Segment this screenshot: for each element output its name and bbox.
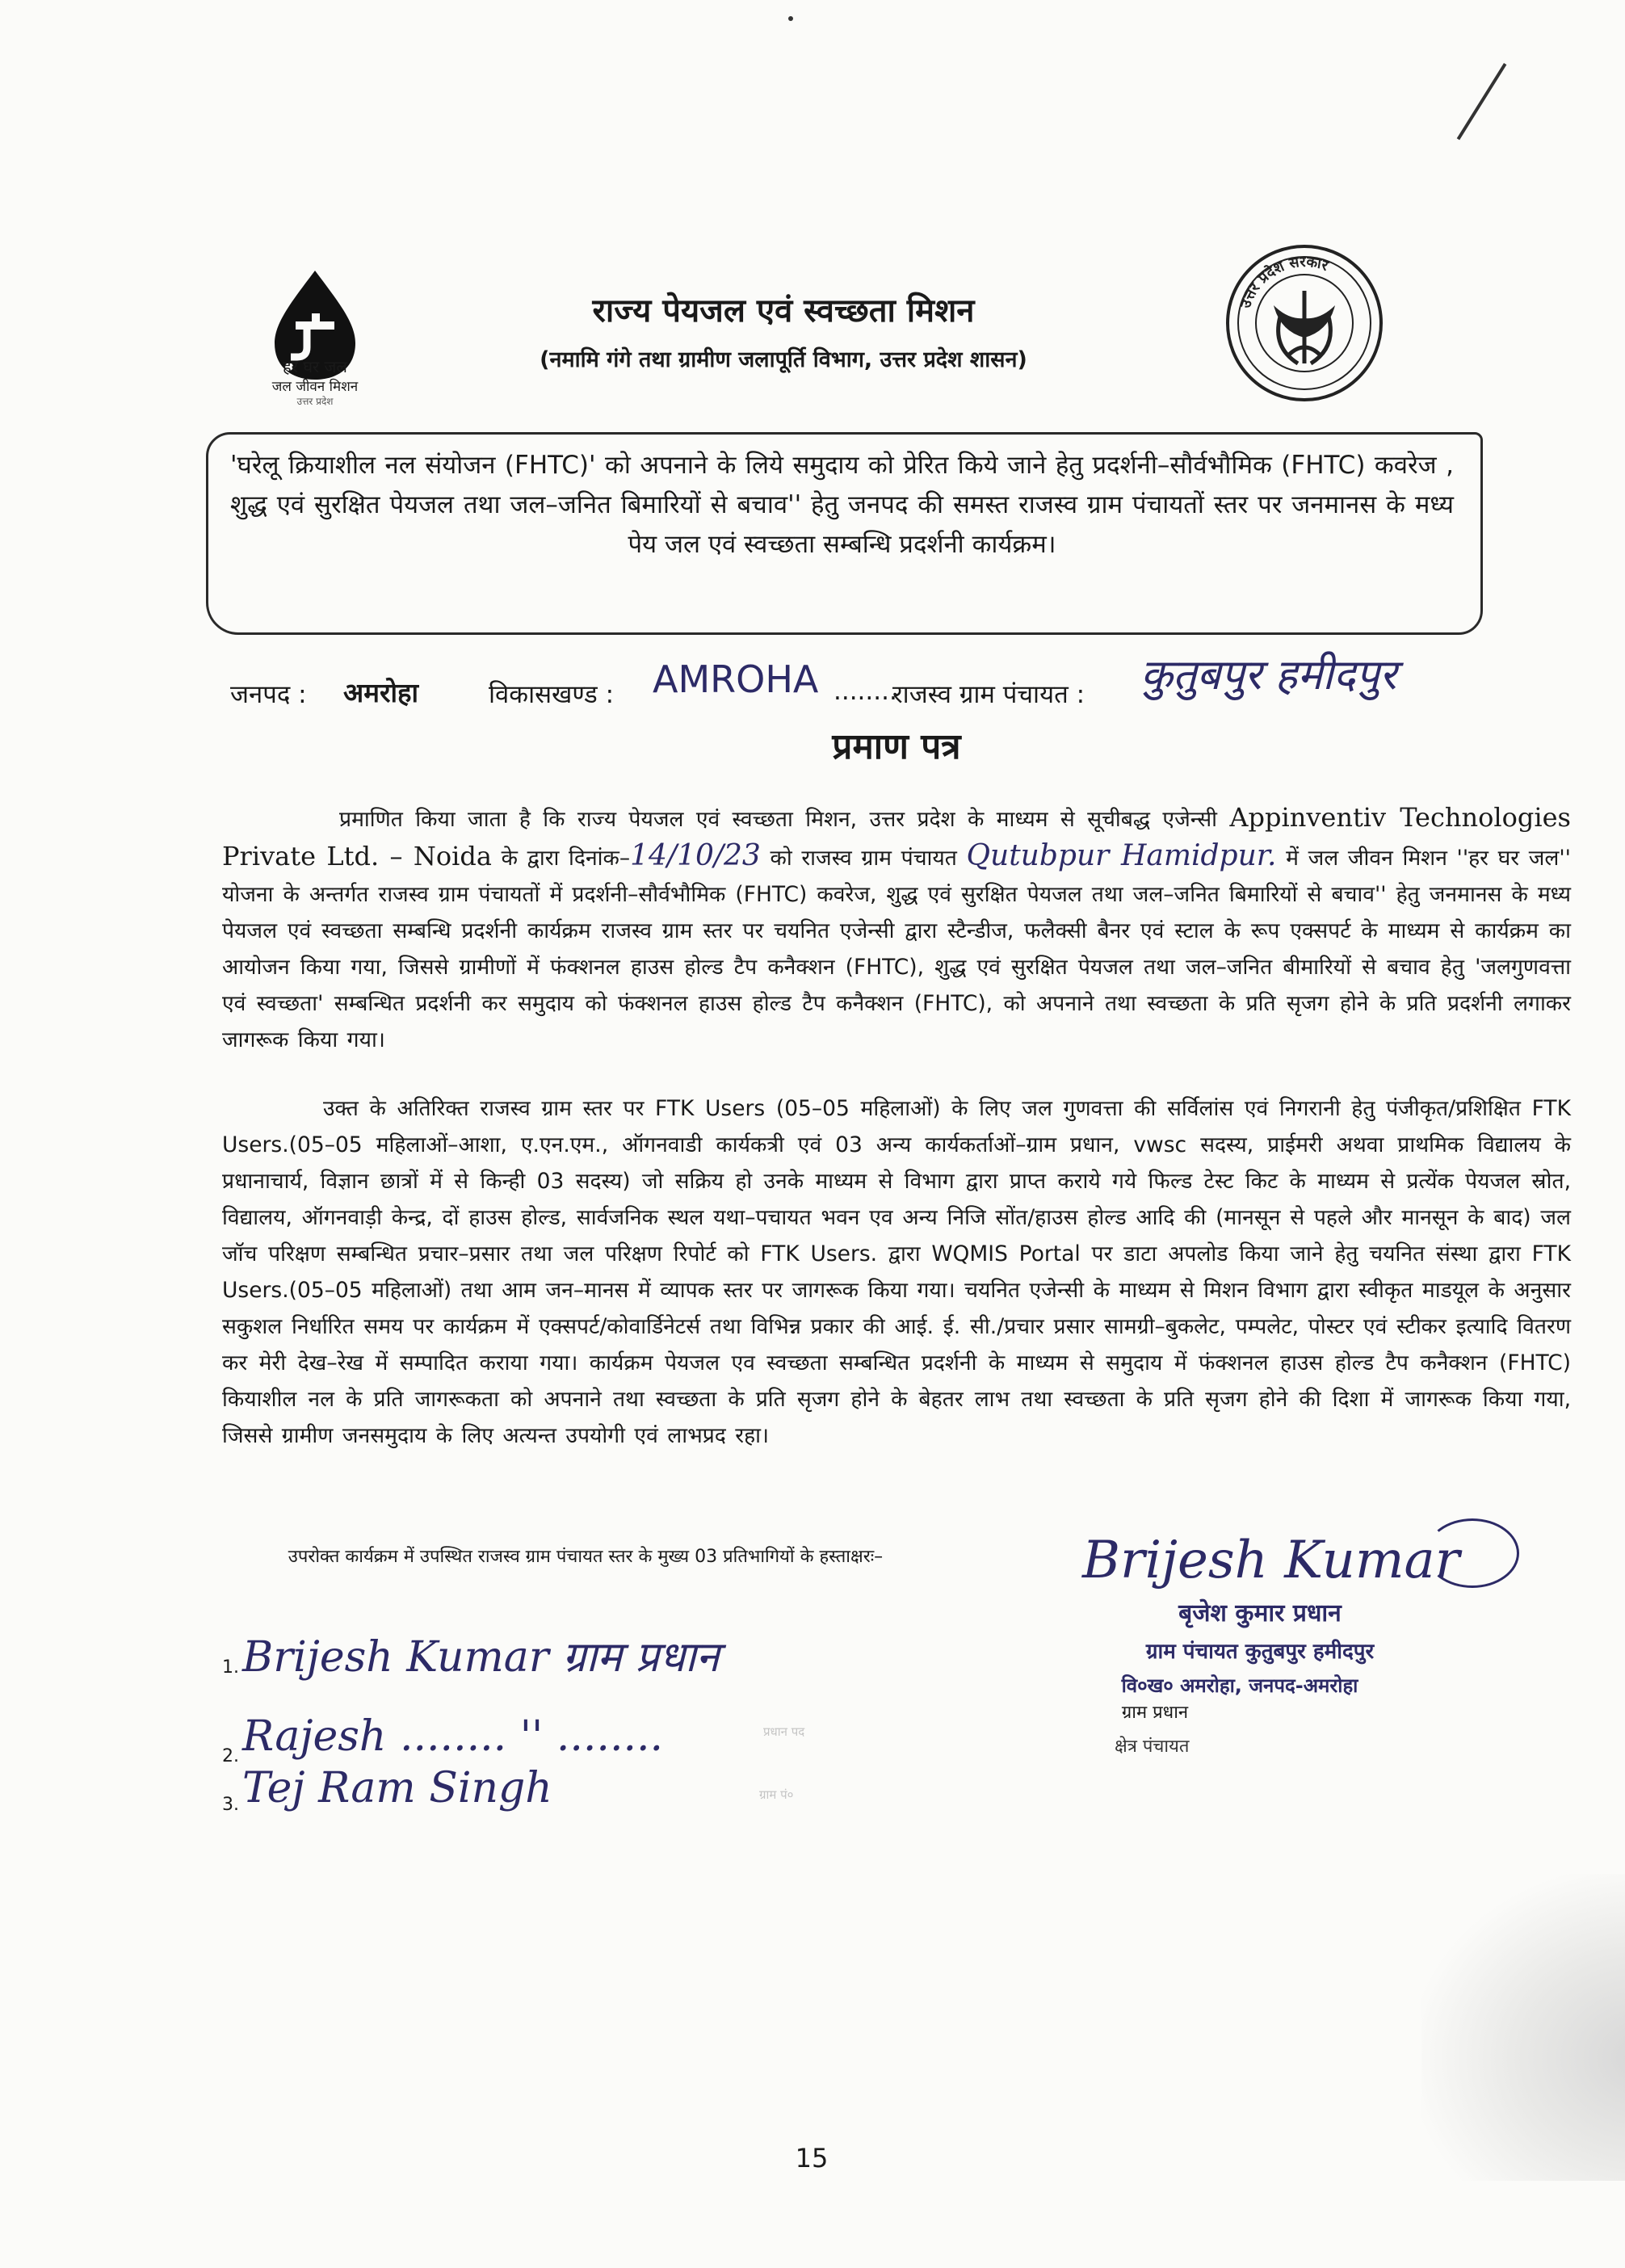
faint-stamp-text: प्रधान पद — [763, 1724, 805, 1739]
block-label: विकासखण्ड : — [489, 680, 615, 709]
pradhan-print-designation: ग्राम प्रधान — [1121, 1703, 1189, 1723]
gram-panchayat-value-handwritten: कुतुबपुर हमीदपुर — [1140, 651, 1397, 699]
seal-text: उत्तर प्रदेश सरकार — [1237, 253, 1331, 311]
para1-date-label: के द्वारा दिनांक– — [501, 846, 631, 871]
gram-panchayat-label: राजस्व ग्राम पंचायत : — [892, 680, 1085, 709]
pradhan-print-area: क्षेत्र पंचायत — [1115, 1737, 1190, 1757]
certificate-paragraph-2: उक्त के अतिरिक्त राजस्व ग्राम स्तर पर FTK Users (05–05 महिलाओं) के लिए जल गुणवत्ता की सर्विलांस एवं निगरानी हेतु पंजीकृत/प्रशिक्षित FTK Users.(05–05 महिलाओं–आशा, ए.एन.एम., ऑगनवाडी कार्यकत्री एवं 03 अन्य कार्यकर्ताओं–ग्राम प्रधान, vwsc सदस्य, प्राईमरी अथवा प्राथमिक विद्यालय के प्रधानाचार्य, विज्ञान छात्रों में से किन्ही 03 सदस्य) जो सक्रिय हो उनके माध्यम से विभाग द्वारा प्राप्त कराये गये फिल्ड टेस्ट किट के माध्यम से प्रत्येंक पेयजल स्रोत, विद्यालय, ऑगनवाड़ी केन्द्र, दों हाउस होल्ड, सार्वजनिक स्थल यथा–पचायत भवन एव अन्य निजि सोंत/हाउस होल्ड आदि की (मानसून से पहले और मानसून के बाद) जल जॉच परिक्षण सम्बन्धित प्रचार–प्रसार तथा जल परिक्षण रिपोर्ट को FTK Users. द्वारा WQMIS Portal पर डाटा अपलोड किया जाने हेतु चयनित संस्था द्वारा FTK Users.(05–05 महिलाओं) तथा आम जन–मानस में व्यापक स्तर पर जागरूक किया गया। चयनित एजेन्सी के माध्यम से मिशन विभाग द्वारा स्वीकृत माडयूल के अनुसार सकुशल निर्धारित समय पर कार्यक्रम में एक्सपर्ट/कोवार्डिनेटर्स तथा विभिन्न प्रकार की आई. ई. सी./प्रचार प्रसार सामग्री–बुकलेट, पम्पलेट, पोस्टर एवं स्टीकर इत्यादि वितरण कर मेरी देख–रेख में सम्पादित कराया गया। कार्यक्रम पेयजल एव स्वच्छता सम्बन्धित प्रदर्शनी के माध्यम से समुदाय में फंक्शनल हाउस होल्ड टैप कनैक्शन (FHTC) कियाशील नल के प्रति जागरूकता को अपनाने तथा स्वच्छता के प्रति सृजग होने के बेहतर लाभ तथा स्वच्छता के प्रति सृजग होने की दिशा में जागरूक किया गया, जिससे ग्रामीण जनसमुदाय के लिए अत्यन्त उपयोगी एवं लाभप्रद रहा। — [222, 1096, 1571, 1448]
logo-caption-jal-jeevan-mission: जल जीवन मिशन — [271, 379, 359, 395]
page-number: 15 — [795, 2143, 829, 2174]
agency-name: Appinventiv Technologies Private Ltd. – Noida — [222, 802, 1571, 872]
janpad-label: जनपद : — [230, 680, 307, 709]
para1-body: में जल जीवन मिशन ''हर घर जल'' योजना के अन्तर्गत राजस्व ग्राम पंचायतों में प्रदर्शनी–सौर्वभौमिक (FHTC) कवरेज, शुद्ध एवं सुरक्षित पेयजल तथा जल–जनित बिमारियों से बचाव'' हेतु जनमानस के मध्य पेयजल एवं स्वच्छता सम्बन्धि प्रदर्शनी कार्यक्रम राजस्व ग्राम स्तर पर चयनित एजेन्सी द्वारा स्टैन्डीज, फलैक्सी बैनर एवं स्टाल के रूप एक्सपर्ट के माध्यम से कार्यक्रम का आयोजन किया गया, जिससे ग्रामीणों में फंक्शनल हाउस होल्ड टैप कनैक्शन (FHTC), शुद्ध एवं सुरक्षित पेयजल तथा जल–जनित बीमारियों से बचाव हेतु 'जलगुणवत्ता एवं स्वच्छता' सम्बन्धित प्रदर्शनी कर समुदाय को फंक्शनल हाउस होल्ड टैप कनैक्शन (FHTC), को अपनाने तथा स्वच्छता के प्रति सृजग होने के प्रति प्रदर्शनी लगाकर जागरूक किया गया। — [222, 846, 1571, 1052]
pradhan-signature: Brijesh Kumar — [1082, 1531, 1460, 1590]
village-name-handwritten: Qutubpur Hamidpur. — [966, 839, 1277, 872]
signature-flourish — [1426, 1518, 1519, 1588]
block-value-handwritten: AMROHA — [653, 657, 819, 701]
para1-intro: प्रमाणित किया जाता है कि राज्य पेयजल एवं स्वच्छता मिशन, उत्तर प्रदेश के माध्यम से सूचीबद्ध एजेन्सी — [339, 807, 1218, 832]
page-title: राज्य पेयजल एवं स्वच्छता मिशन — [592, 292, 975, 330]
logo-caption-har-ghar-jal: हर घर जल — [283, 357, 347, 376]
attendees-heading: उपरोक्त कार्यक्रम में उपस्थित राजस्व ग्राम पंचायत स्तर के मुख्य 03 प्रतिभागियों के हस्ताक्षरः– — [288, 1547, 884, 1567]
attendee-signature-2: Rajesh ........ '' ........ — [242, 1712, 664, 1761]
pradhan-stamp-panchayat: ग्राम पंचायत कुतुबपुर हमीदपुर — [1145, 1640, 1375, 1664]
block-value-dots: ........ — [833, 677, 897, 706]
page-subtitle: (नमामि गंगे तथा ग्रामीण जलापूर्ति विभाग, उत्तर प्रदेश शासन) — [540, 347, 1027, 372]
pradhan-stamp-block: वि०ख० अमरोहा, जनपद-अमरोहा — [1121, 1674, 1358, 1697]
program-description-text: 'घरेलू क्रियाशील नल संयोजन (FHTC)' को अपनाने के लिये समुदाय को प्रेरित किये जाने हेतु प्रदर्शनी–सौर्वभौमिक (FHTC) कवरेज , शुद्ध एवं सुरक्षित पेयजल तथा जल–जनित बिमारियों से बचाव'' हेतु जनपद की समस्त राजस्व ग्राम पंचायतों स्तर पर जनमानस के मध्य पेय जल एवं स्वच्छता सम्बन्धि प्रदर्शनी कार्यक्रम। — [230, 451, 1454, 559]
certificate-title: प्रमाण पत्र — [832, 726, 961, 767]
pradhan-stamp-name: बृजेश कुमार प्रधान — [1178, 1599, 1342, 1628]
certificate-paragraph-1 — [222, 800, 1571, 1058]
program-date-handwritten: 14/10/23 — [630, 839, 761, 872]
janpad-value: अमरोहा — [343, 677, 419, 708]
attendee-signature-1: Brijesh Kumar ग्राम प्रधान — [242, 1633, 720, 1682]
pen-mark — [1457, 63, 1507, 140]
faint-stamp-text: ग्राम पं० — [759, 1787, 794, 1802]
attendee-number: 2. — [222, 1746, 239, 1766]
up-government-seal-icon — [1224, 242, 1385, 404]
svg-text:उत्तर प्रदेश सरकार — [1237, 253, 1331, 311]
attendee-signature-3: Tej Ram Singh — [242, 1764, 552, 1812]
attendee-number: 1. — [222, 1657, 239, 1678]
attendee-number: 3. — [222, 1795, 239, 1815]
logo-caption-state: उत्तर प्रदेश — [296, 396, 334, 407]
scan-dot — [788, 16, 793, 21]
scan-shadow — [1421, 1874, 1625, 2181]
para1-village-label: को राजस्व ग्राम पंचायत — [770, 846, 957, 871]
